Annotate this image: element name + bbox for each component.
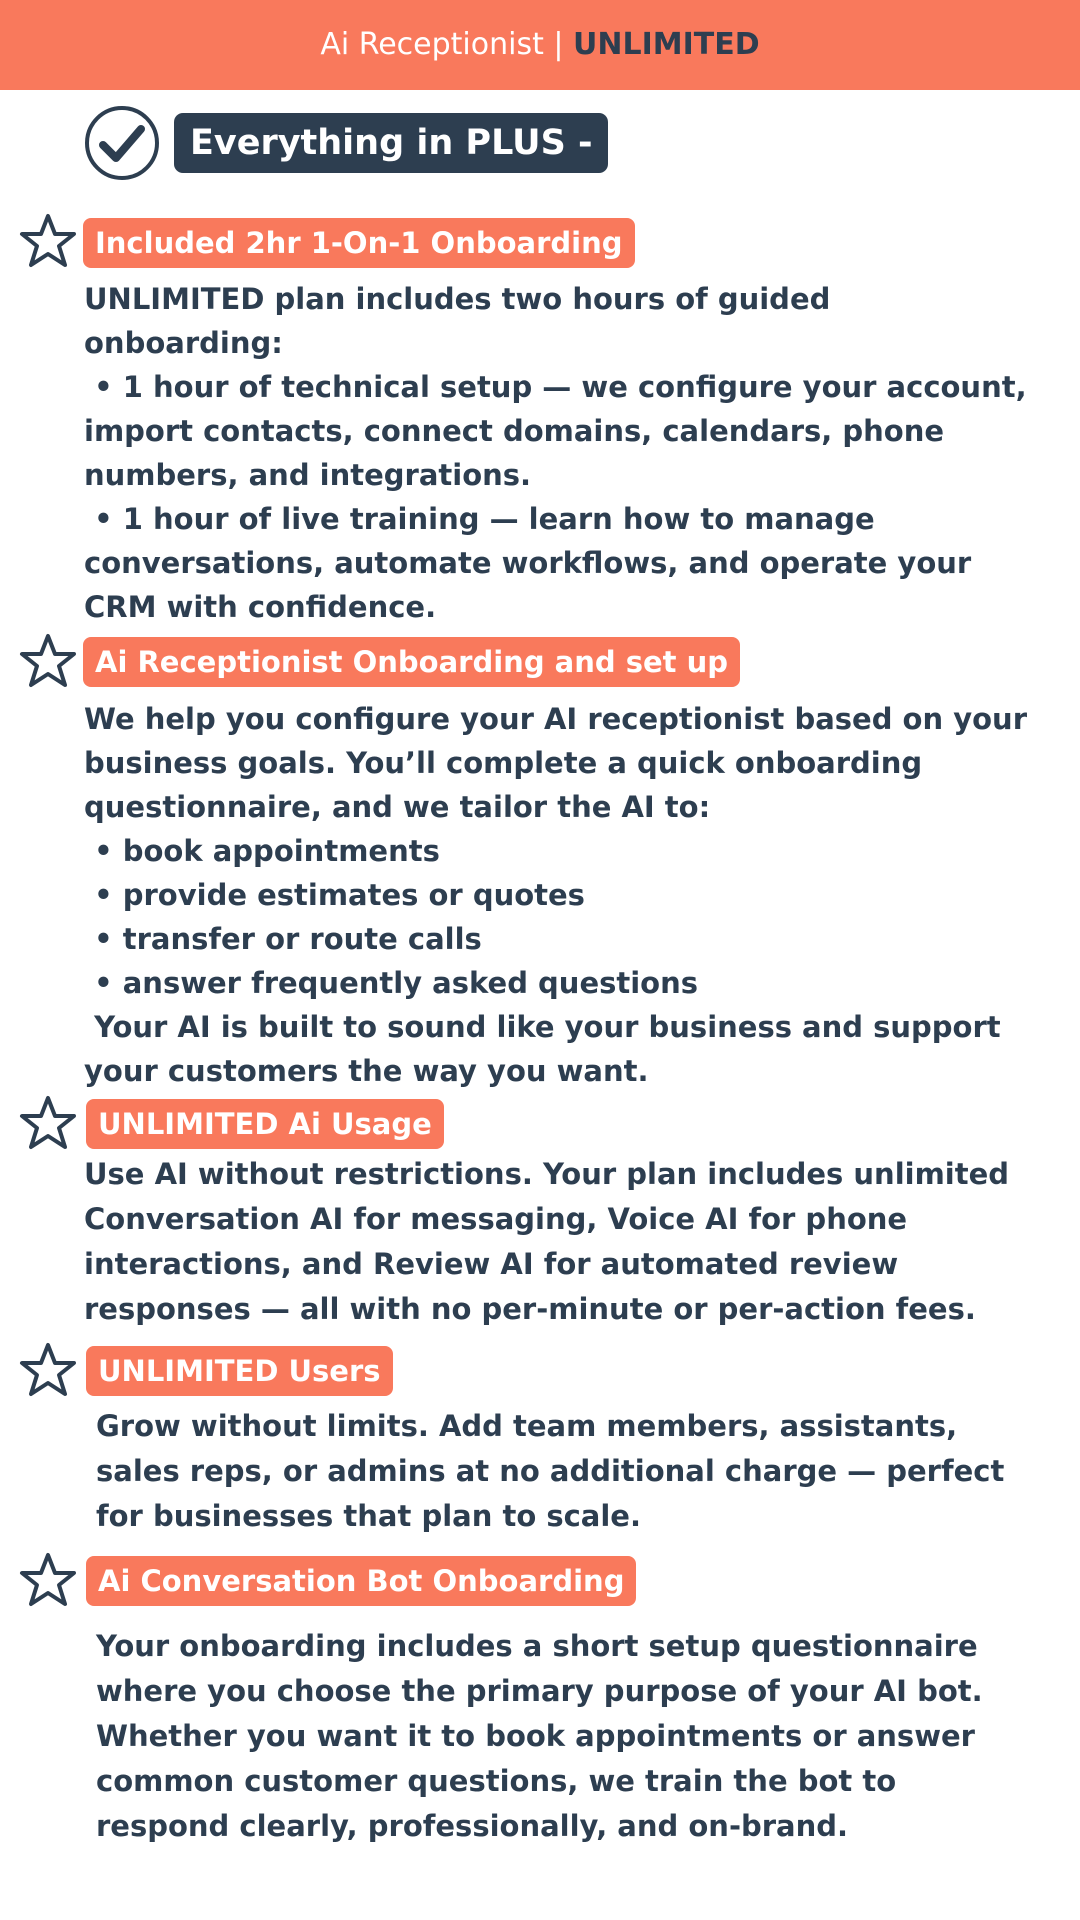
feature-description: UNLIMITED plan includes two hours of guided onboarding: • 1 hour of technical setup — we configure your account, import contacts, connect domains, calendars, phone numbers, and integrations. • 1 hour of live training — learn how to manage conversations, automate workflows, and operate your CRM with confidence.: [84, 282, 1027, 624]
feature-badge: Included 2hr 1-On-1 Onboarding: [83, 218, 635, 268]
star-icon: [19, 1342, 77, 1398]
feature-badge: UNLIMITED Ai Usage: [86, 1099, 444, 1149]
star-icon: [19, 1552, 77, 1608]
plus-row: [84, 103, 608, 183]
feature-description: Use AI without restrictions. Your plan includes unlimited Conversation AI for messaging, Voice AI for phone interactions, and Review AI for automated review responses — all with no per-minute or per-action fees.: [84, 1157, 1010, 1326]
header-title-light: Ai Receptionist |: [320, 27, 574, 62]
feature-badge: Ai Conversation Bot Onboarding: [86, 1556, 636, 1606]
header-title-bold: UNLIMITED: [573, 27, 760, 62]
feature-badge: UNLIMITED Users: [86, 1346, 393, 1396]
feature-description: Your onboarding includes a short setup questionnaire where you choose the primary purpose of your AI bot. Whether you want it to book appointments or answer common customer questions, we train the bot to respond clearly, professionally, and on-brand.: [96, 1629, 983, 1843]
feature-description: We help you configure your AI receptionist based on your business goals. You’ll complete a quick onboarding questionnaire, and we tailor the AI to: • book appointments • provide estimates or quotes • transfer or route calls • answer frequently asked questions Your AI is built to sound like your business and support your customers the way you want.: [84, 702, 1027, 1088]
page-header: [0, 0, 1080, 90]
star-icon: [19, 213, 77, 269]
star-icon: [19, 1095, 77, 1151]
plus-badge: Everything in PLUS -: [174, 113, 608, 173]
check-circle-icon: [84, 105, 160, 181]
feature-badge: Ai Receptionist Onboarding and set up: [83, 637, 740, 687]
star-icon: [19, 633, 77, 689]
feature-description: Grow without limits. Add team members, assistants, sales reps, or admins at no additional charge — perfect for businesses that plan to scale.: [96, 1409, 1005, 1533]
